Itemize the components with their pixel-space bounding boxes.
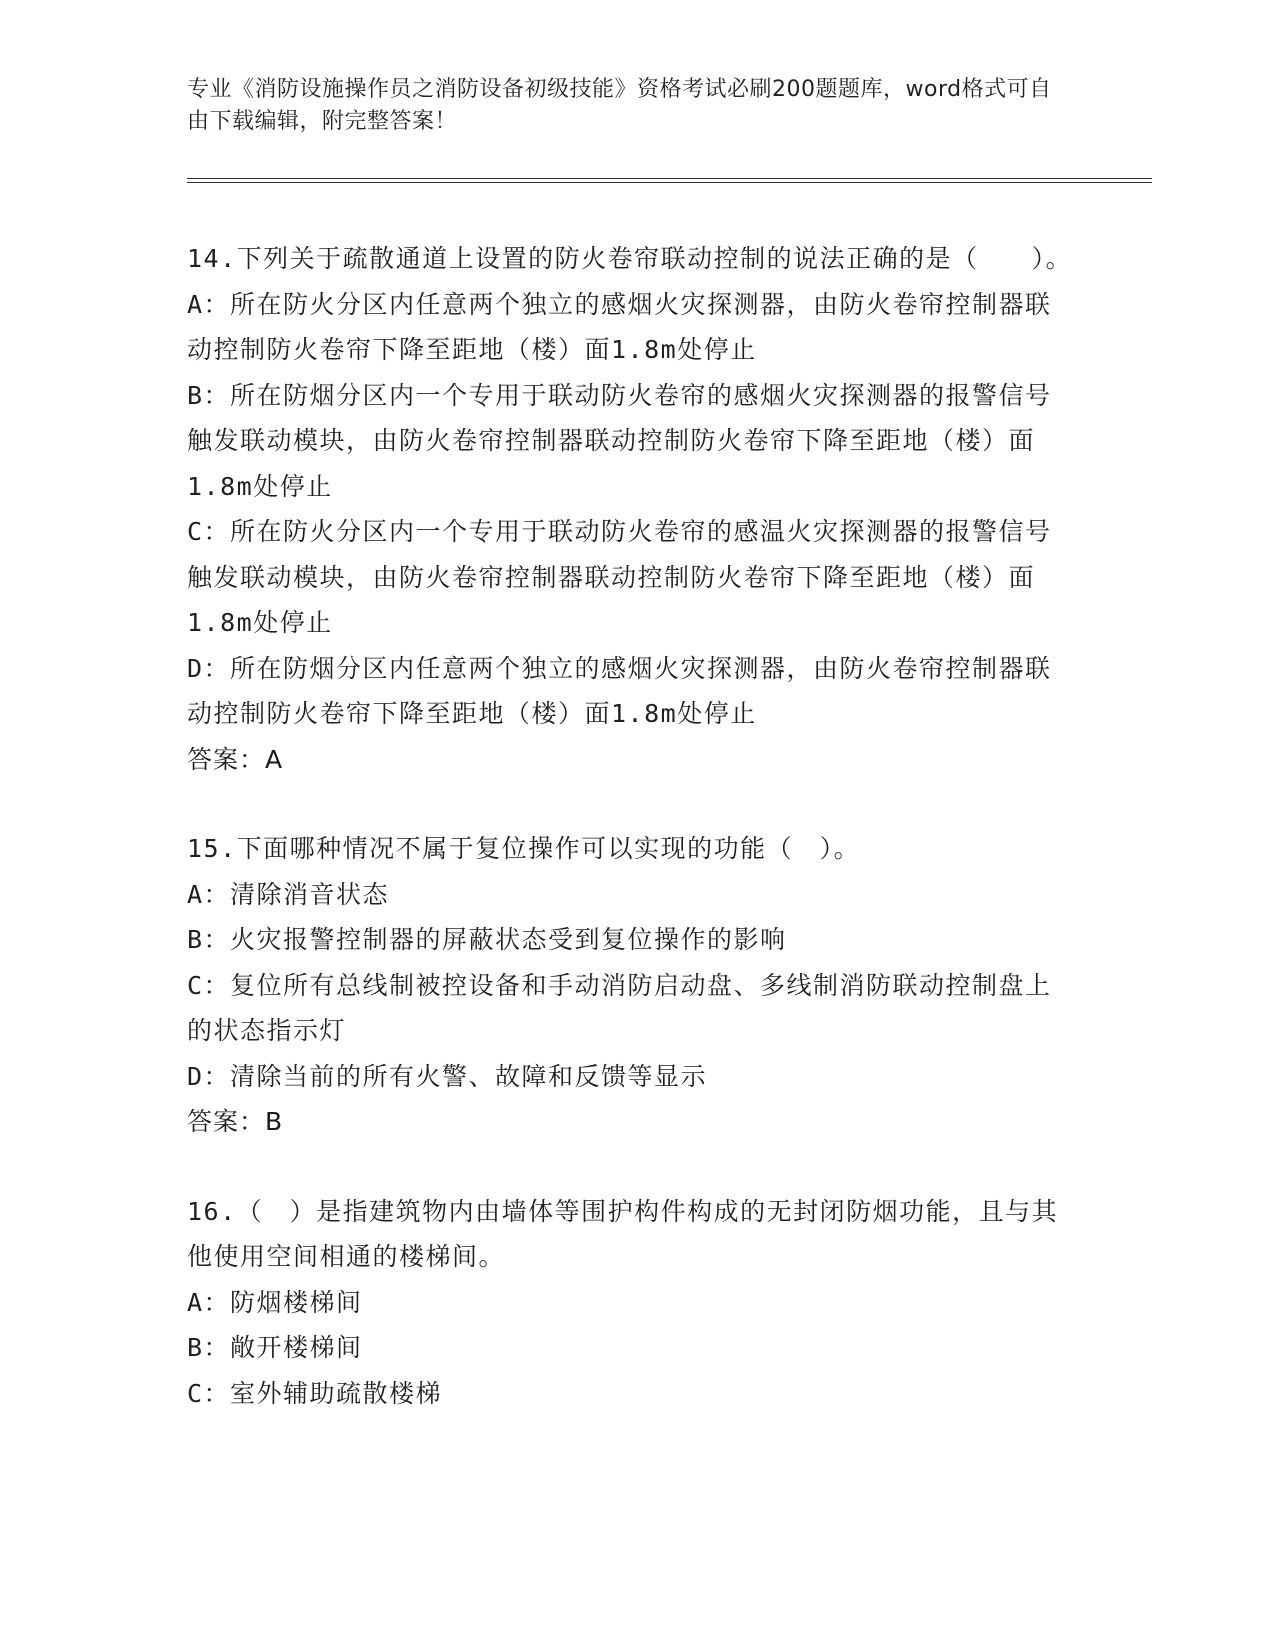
option-c: C：所在防火分区内一个专用于联动防火卷帘的感温火灾探测器的报警信号触发联动模块，由防火卷帘控制器联动控制防火卷帘下降至距地（楼）面1.8m处停止 <box>187 517 1052 637</box>
question-stem: 15.下面哪种情况不属于复位操作可以实现的功能（ ）。 <box>187 834 861 863</box>
option-b: B：所在防烟分区内一个专用于联动防火卷帘的感烟火灾探测器的报警信号触发联动模块，由防火卷帘控制器联动控制防火卷帘下降至距地（楼）面1.8m处停止 <box>187 380 1052 501</box>
question-14 <box>187 236 1077 782</box>
option-b: B：火灾报警控制器的屏蔽状态受到复位操作的影响 <box>187 925 787 954</box>
question-list <box>187 236 1077 1460</box>
option-d: D：清除当前的所有火警、故障和反馈等显示 <box>187 1061 708 1091</box>
header-rule-top <box>187 178 1152 179</box>
answer: 答案：A <box>187 744 284 774</box>
question-stem: 14.下列关于疏散通道上设置的防火卷帘联动控制的说法正确的是（ ）。 <box>187 244 1073 273</box>
question-16 <box>187 1189 1077 1417</box>
option-c: C：室外辅助疏散楼梯 <box>187 1378 443 1408</box>
option-d: D：所在防烟分区内任意两个独立的感烟火灾探测器，由防火卷帘控制器联动控制防火卷帘下降至距地（楼）面1.8m处停止 <box>187 653 1052 728</box>
option-a: A：所在防火分区内任意两个独立的感烟火灾探测器，由防火卷帘控制器联动控制防火卷帘下降至距地（楼）面1.8m处停止 <box>187 289 1052 364</box>
question-15 <box>187 826 1077 1145</box>
question-stem: 16.（ ）是指建筑物内由墙体等围护构件构成的无封闭防烟功能，且与其他使用空间相通的楼梯间。 <box>187 1196 1059 1271</box>
answer: 答案：B <box>187 1107 284 1136</box>
option-a: A：清除消音状态 <box>187 879 390 909</box>
option-c: C：复位所有总线制被控设备和手动消防启动盘、多线制消防联动控制盘上的状态指示灯 <box>187 970 1052 1045</box>
option-a: A：防烟楼梯间 <box>187 1287 363 1317</box>
option-b: B：敞开楼梯间 <box>187 1333 363 1362</box>
header-rule-bottom <box>187 182 1152 183</box>
page-header: 专业《消防设施操作员之消防设备初级技能》资格考试必刷200题题库，word格式可自由下载编辑，附完整答案！ <box>187 77 1052 134</box>
